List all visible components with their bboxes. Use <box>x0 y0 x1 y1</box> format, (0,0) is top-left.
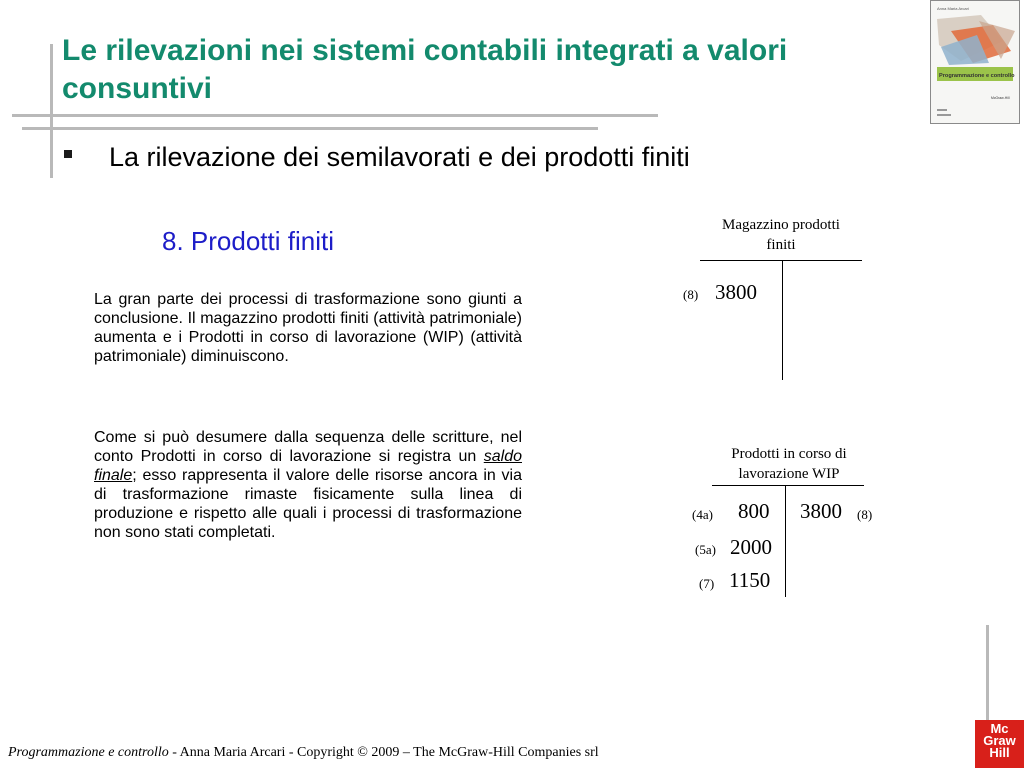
logo-line1: Mc <box>990 721 1009 736</box>
account-finished-title-line2: finiti <box>766 237 796 253</box>
account-wip-title-line2: lavorazione WIP <box>738 466 840 482</box>
account-wip-debit-value-1: 800 <box>738 499 770 523</box>
account-wip-debit-value-2: 2000 <box>730 535 772 559</box>
account-wip-credit-ref-1: (8) <box>857 507 873 522</box>
paragraph-2-emphasis: saldo finale <box>94 448 522 484</box>
cover-publisher: McGraw-Hill <box>991 96 1010 100</box>
slide-title: Le rilevazioni nei sistemi contabili integrati a valori consuntivi <box>62 34 788 105</box>
account-wip-title <box>707 444 871 484</box>
account-wip-center-rule <box>785 485 786 597</box>
account-wip-title-line1: Prodotti in corso di <box>731 446 847 462</box>
cover-author: Anna Maria Arcari <box>937 6 969 11</box>
frame-line-horizontal-second <box>22 127 598 130</box>
mcgraw-hill-logo <box>975 720 1024 768</box>
bullet-text: La rilevazione dei semilavorati e dei prodotti finiti <box>109 142 690 172</box>
section-title: 8. Prodotti finiti <box>162 226 334 256</box>
account-wip-debit-ref-3: (7) <box>699 576 715 591</box>
account-finished-title <box>700 215 862 255</box>
paragraph-2-start: Come si può desumere dalla sequenza delle scritture, nel conto Prodotti in corso di lavorazione si registra un <box>94 429 522 465</box>
account-wip-debit-ref-1: (4a) <box>692 507 713 522</box>
bullet-square-icon <box>64 150 72 158</box>
account-wip-debit-value-3: 1150 <box>729 568 771 592</box>
footer-book-title: Programmazione e controllo <box>8 745 169 760</box>
paragraph-2 <box>94 428 522 542</box>
logo-line2: Graw <box>983 733 1016 748</box>
account-finished-debit-ref: (8) <box>683 287 699 302</box>
book-cover-image <box>930 0 1020 124</box>
account-finished-top-rule <box>700 260 862 261</box>
account-finished-debit-value: 3800 <box>715 280 757 304</box>
account-finished-center-rule <box>782 260 783 380</box>
footer-rest: - Anna Maria Arcari - Copyright © 2009 – The McGraw-Hill Companies srl <box>168 745 599 760</box>
account-wip-debit-ref-2: (5a) <box>695 542 716 557</box>
frame-line-vertical-left <box>50 44 53 178</box>
account-wip-top-rule <box>712 485 864 486</box>
book-cover-art <box>931 1 1019 123</box>
cover-title: Programmazione e controllo <box>939 73 1015 79</box>
paragraph-2-end: ; esso rappresenta il valore delle risorse ancora in via di trasformazione rimaste fisicamente sulla linea di produzione e rispetto alle quali i processi di trasformazione non sono stati completati. <box>94 467 522 541</box>
paragraph-1: La gran parte dei processi di trasformazione sono giunti a conclusione. Il magazzino prodotti finiti (attività patrimoniale) aumenta e i Prodotti in corso di lavorazione (WIP) (attività patrimoniale) diminuiscono. <box>94 291 522 365</box>
footer-copyright <box>8 744 599 762</box>
frame-line-horizontal-top <box>12 114 658 117</box>
logo-line3: Hill <box>989 745 1010 760</box>
account-wip-credit-value-1: 3800 <box>800 499 842 523</box>
account-finished-title-line1: Magazzino prodotti <box>722 217 840 233</box>
